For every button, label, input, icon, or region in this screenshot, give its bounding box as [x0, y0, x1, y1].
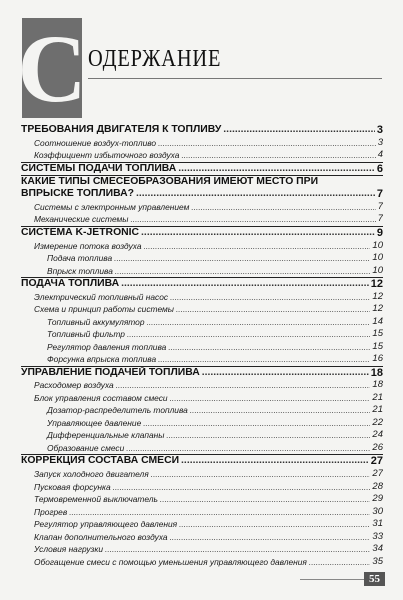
toc-section-entry[interactable] — [21, 291, 383, 304]
toc-section-entry[interactable] — [21, 481, 383, 494]
leader-dots — [136, 188, 375, 201]
header-rule — [88, 78, 382, 79]
toc-page-number: 12 — [372, 303, 383, 315]
toc-entry-title: Дозатор-распределитель топлива — [47, 405, 188, 416]
toc-entry-title: Топливный фильтр — [47, 329, 125, 340]
leader-dots — [69, 506, 370, 519]
toc-section-entry[interactable] — [21, 392, 383, 405]
toc-page-number: 3 — [376, 124, 383, 136]
toc-subsection-entry[interactable] — [21, 442, 383, 455]
drop-cap-box — [17, 15, 87, 122]
toc-entry-title: Топливный аккумулятор — [47, 316, 145, 327]
toc-subsection-entry[interactable] — [21, 404, 383, 417]
toc-section-entry[interactable] — [21, 379, 383, 392]
toc-subsection-entry[interactable] — [21, 252, 383, 265]
leader-dots — [121, 278, 369, 291]
leader-dots — [147, 316, 371, 329]
toc-page-number: 12 — [370, 278, 383, 291]
toc-subsection-entry[interactable] — [21, 265, 383, 278]
leader-dots — [191, 201, 375, 214]
leader-dots — [202, 367, 369, 380]
toc-page-number: 7 — [377, 200, 383, 212]
toc-section-entry[interactable] — [21, 240, 383, 253]
leader-dots — [158, 353, 370, 366]
toc-subsection-entry[interactable] — [21, 341, 383, 354]
toc-section-entry[interactable] — [21, 543, 383, 556]
leader-dots — [143, 417, 370, 430]
toc-chapter-entry[interactable] — [21, 175, 383, 201]
leader-dots — [170, 531, 371, 544]
leader-dots — [130, 213, 375, 226]
toc-entry-title: Механические системы — [34, 214, 129, 225]
toc-page-number: 7 — [376, 188, 383, 201]
leader-dots — [160, 493, 371, 506]
toc-section-entry[interactable] — [21, 518, 383, 531]
toc-page-number: 7 — [377, 213, 383, 225]
leader-dots — [151, 468, 371, 481]
toc-chapter-entry[interactable] — [21, 366, 383, 380]
leader-dots — [126, 442, 370, 455]
toc-subsection-entry[interactable] — [21, 417, 383, 430]
toc-entry-title: Регулятор управляющего давления — [34, 519, 178, 530]
toc-entry-title: СИСТЕМЫ ПОДАЧИ ТОПЛИВА — [21, 162, 177, 174]
toc-chapter-entry[interactable] — [21, 124, 383, 137]
toc-page-number: 10 — [372, 252, 383, 264]
toc-chapter-entry[interactable] — [21, 162, 383, 176]
toc-page-number: 4 — [377, 149, 383, 161]
leader-dots — [190, 404, 371, 417]
leader-dots — [309, 556, 371, 569]
toc-entry-title: Термовременной выключатель — [34, 494, 158, 505]
toc-subsection-entry[interactable] — [21, 328, 383, 341]
toc-section-entry[interactable] — [21, 556, 383, 569]
toc-entry-title: КАКИЕ ТИПЫ СМЕСЕОБРАЗОВАНИЯ ИМЕЮТ МЕСТО ПРИ — [21, 176, 319, 188]
toc-page-number: 9 — [376, 226, 383, 239]
toc-page-number: 16 — [372, 353, 383, 365]
toc-page-number: 15 — [372, 340, 383, 352]
toc-entry-title: Прогрев — [34, 506, 68, 517]
leader-dots — [181, 455, 369, 468]
leader-dots — [170, 392, 371, 405]
toc-page-number: 12 — [372, 290, 383, 302]
toc-entry-title: Соотношение воздух-топливо — [34, 137, 157, 148]
toc-page-number: 10 — [372, 264, 383, 276]
toc-entry-title: Подача топлива — [47, 253, 113, 264]
toc-page-number: 35 — [372, 555, 383, 567]
toc-page-number: 22 — [372, 416, 383, 428]
toc-section-entry[interactable] — [21, 201, 383, 214]
toc-entry-title: Клапан дополнительного воздуха — [34, 531, 168, 542]
toc-subsection-entry[interactable] — [21, 353, 383, 366]
toc-page-number: 31 — [372, 518, 383, 530]
toc-page-number: 30 — [372, 505, 383, 517]
toc-page-number: 33 — [372, 530, 383, 542]
toc-entry-title: ТРЕБОВАНИЯ ДВИГАТЕЛЯ К ТОПЛИВУ — [21, 124, 222, 135]
contents-header — [17, 15, 382, 122]
contents-title: ОДЕРЖАНИЕ — [88, 46, 222, 72]
leader-dots — [113, 481, 371, 494]
toc-section-entry[interactable] — [21, 213, 383, 226]
toc-entry-title: Коэффициент избыточного воздуха — [34, 150, 180, 161]
toc-entry-title: КОРРЕКЦИЯ СОСТАВА СМЕСИ — [21, 455, 180, 467]
toc-subsection-entry[interactable] — [21, 429, 383, 442]
toc-subsection-entry[interactable] — [21, 316, 383, 329]
toc-entry-title: СИСТЕМА K-JETRONIC — [21, 226, 140, 238]
toc-entry-title: Регулятор давления топлива — [47, 341, 167, 352]
leader-dots — [223, 124, 375, 137]
toc-entry-title: Впрыск топлива — [47, 265, 113, 276]
toc-page-number: 18 — [370, 366, 383, 379]
toc-page-number: 6 — [376, 162, 383, 175]
toc-page-number: 18 — [372, 379, 383, 391]
toc-page-number: 15 — [372, 328, 383, 340]
leader-dots — [170, 291, 370, 304]
leader-dots — [127, 328, 370, 341]
toc-entry-title: Пусковая форсунка — [34, 481, 111, 492]
toc-page-number: 29 — [372, 493, 383, 505]
toc-page-number: 26 — [372, 441, 383, 453]
leader-dots — [178, 163, 375, 176]
toc-page-number: 14 — [372, 315, 383, 327]
leader-dots — [105, 543, 370, 556]
toc-chapter-entry[interactable] — [21, 454, 383, 468]
toc-section-entry[interactable] — [21, 493, 383, 506]
toc-entry-title: УПРАВЛЕНИЕ ПОДАЧЕЙ ТОПЛИВА — [21, 366, 200, 378]
toc-page-number: 10 — [372, 239, 383, 251]
toc-section-entry[interactable] — [21, 506, 383, 519]
toc-section-entry[interactable] — [21, 303, 383, 316]
toc-page-number: 3 — [377, 136, 383, 148]
toc-entry-title: Форсунка впрыска топлива — [47, 354, 157, 365]
toc-entry-title: Управляющее давление — [47, 417, 142, 428]
toc-entry-title: Расходомер воздуха — [34, 380, 114, 391]
toc-entry-title: Условия нагрузки — [34, 544, 104, 555]
toc-page-number: 27 — [372, 468, 383, 480]
leader-dots — [116, 379, 371, 392]
toc-entry-title: Электрический топливный насос — [34, 291, 169, 302]
leader-dots — [168, 341, 370, 354]
leader-dots — [114, 252, 370, 265]
toc-entry-title: Измерение потока воздуха — [34, 240, 142, 251]
leader-dots — [144, 240, 371, 253]
leader-dots — [176, 303, 370, 316]
toc-page-number: 34 — [372, 543, 383, 555]
toc-section-entry[interactable] — [21, 468, 383, 481]
toc-entry-title: Блок управления составом смеси — [34, 392, 168, 403]
toc-entry-title: Образование смеси — [47, 442, 125, 453]
toc-page-number: 27 — [370, 455, 383, 468]
toc-page-number: 28 — [372, 480, 383, 492]
leader-dots — [166, 429, 370, 442]
toc-chapter-entry[interactable] — [21, 226, 383, 240]
toc-page-number: 21 — [372, 404, 383, 416]
toc-section-entry[interactable] — [21, 149, 383, 162]
toc-entry-title-cont: ВПРЫСКЕ ТОПЛИВА? — [21, 188, 134, 200]
toc-page-number: 21 — [372, 391, 383, 403]
toc-entry-title: Обогащение смеси с помощью уменьшения управляющего давления — [34, 556, 307, 567]
leader-dots — [115, 265, 371, 278]
page-number: 55 — [364, 572, 385, 586]
toc-entry-title: Запуск холодного двигателя — [34, 469, 149, 480]
leader-dots — [158, 137, 376, 150]
toc-entry-title: Дифференциальные клапаны — [47, 430, 165, 441]
toc-page-number: 24 — [372, 429, 383, 441]
drop-cap-letter: С — [17, 15, 87, 122]
toc-entry-title: Системы с электронным управлением — [34, 201, 190, 212]
toc-section-entry[interactable] — [21, 137, 383, 150]
toc-chapter-entry[interactable] — [21, 277, 383, 291]
leader-dots — [141, 227, 375, 240]
leader-dots — [179, 518, 370, 531]
toc-entry-title: Схема и принцип работы системы — [34, 304, 174, 315]
toc-section-entry[interactable] — [21, 531, 383, 544]
table-of-contents — [21, 124, 383, 568]
leader-dots — [181, 149, 375, 162]
toc-entry-title: ПОДАЧА ТОПЛИВА — [21, 278, 120, 290]
